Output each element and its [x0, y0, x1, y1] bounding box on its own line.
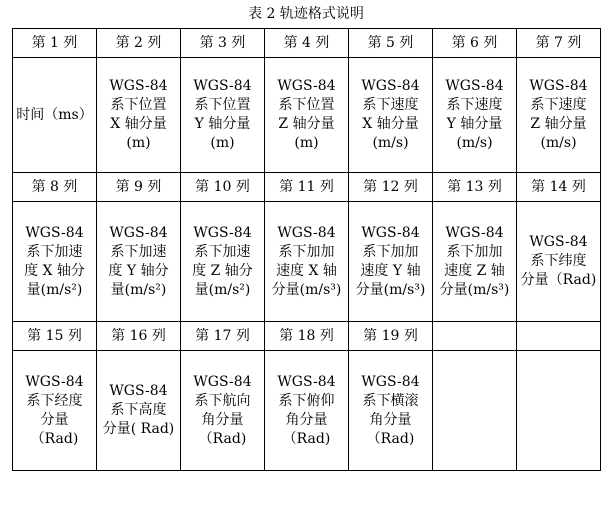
table-cell: WGS-84 系下经度 分量 （Rad): [13, 351, 97, 471]
table-cell: [517, 351, 601, 471]
trajectory-format-table: [12, 28, 601, 471]
column-header: 第 9 列: [97, 173, 181, 202]
table-row: [13, 202, 601, 322]
column-header: 第 3 列: [181, 29, 265, 58]
column-header: 第 6 列: [433, 29, 517, 58]
table-header-row: [13, 173, 601, 202]
table-cell: WGS-84 系下速度 Z 轴分量 (m/s): [517, 58, 601, 173]
column-header: 第 8 列: [13, 173, 97, 202]
column-header: 第 13 列: [433, 173, 517, 202]
column-header: 第 2 列: [97, 29, 181, 58]
table-cell: WGS-84 系下横滚 角分量 （Rad): [349, 351, 433, 471]
table-cell: WGS-84 系下加加 速度 Y 轴 分量(m/s³): [349, 202, 433, 322]
table-cell: WGS-84 系下加速 度 X 轴分 量(m/s²): [13, 202, 97, 322]
table-cell: WGS-84 系下高度 分量( Rad): [97, 351, 181, 471]
column-header: 第 19 列: [349, 322, 433, 351]
column-header: 第 5 列: [349, 29, 433, 58]
column-header: 第 18 列: [265, 322, 349, 351]
table-cell: WGS-84 系下加加 速度 Z 轴 分量(m/s³): [433, 202, 517, 322]
column-header: 第 10 列: [181, 173, 265, 202]
column-header: 第 17 列: [181, 322, 265, 351]
table-header-row: [13, 322, 601, 351]
column-header: 第 16 列: [97, 322, 181, 351]
table-caption: 表 2 轨迹格式说明: [248, 6, 364, 22]
table-cell: 时间（ms）: [13, 58, 97, 173]
table-header-row: [13, 29, 601, 58]
table-cell: WGS-84 系下加速 度 Y 轴分 量(m/s²): [97, 202, 181, 322]
table-cell: WGS-84 系下加速 度 Z 轴分 量(m/s²): [181, 202, 265, 322]
column-header: [433, 322, 517, 351]
table-cell: WGS-84 系下俯仰 角分量 （Rad): [265, 351, 349, 471]
table-cell: [433, 351, 517, 471]
column-header: 第 1 列: [13, 29, 97, 58]
column-header: 第 4 列: [265, 29, 349, 58]
table-cell: WGS-84 系下速度 X 轴分量 (m/s): [349, 58, 433, 173]
column-header: 第 14 列: [517, 173, 601, 202]
column-header: 第 15 列: [13, 322, 97, 351]
column-header: 第 7 列: [517, 29, 601, 58]
table-row: [13, 351, 601, 471]
column-header: [517, 322, 601, 351]
table-row: [13, 58, 601, 173]
table-cell: WGS-84 系下位置 Z 轴分量 (m): [265, 58, 349, 173]
table-cell: WGS-84 系下速度 Y 轴分量 (m/s): [433, 58, 517, 173]
table-cell: WGS-84 系下纬度 分量（Rad): [517, 202, 601, 322]
table-cell: WGS-84 系下加加 速度 X 轴 分量(m/s³): [265, 202, 349, 322]
column-header: 第 12 列: [349, 173, 433, 202]
table-cell: WGS-84 系下位置 X 轴分量 (m): [97, 58, 181, 173]
table-cell: WGS-84 系下位置 Y 轴分量 (m): [181, 58, 265, 173]
column-header: 第 11 列: [265, 173, 349, 202]
table-cell: WGS-84 系下航向 角分量 （Rad): [181, 351, 265, 471]
